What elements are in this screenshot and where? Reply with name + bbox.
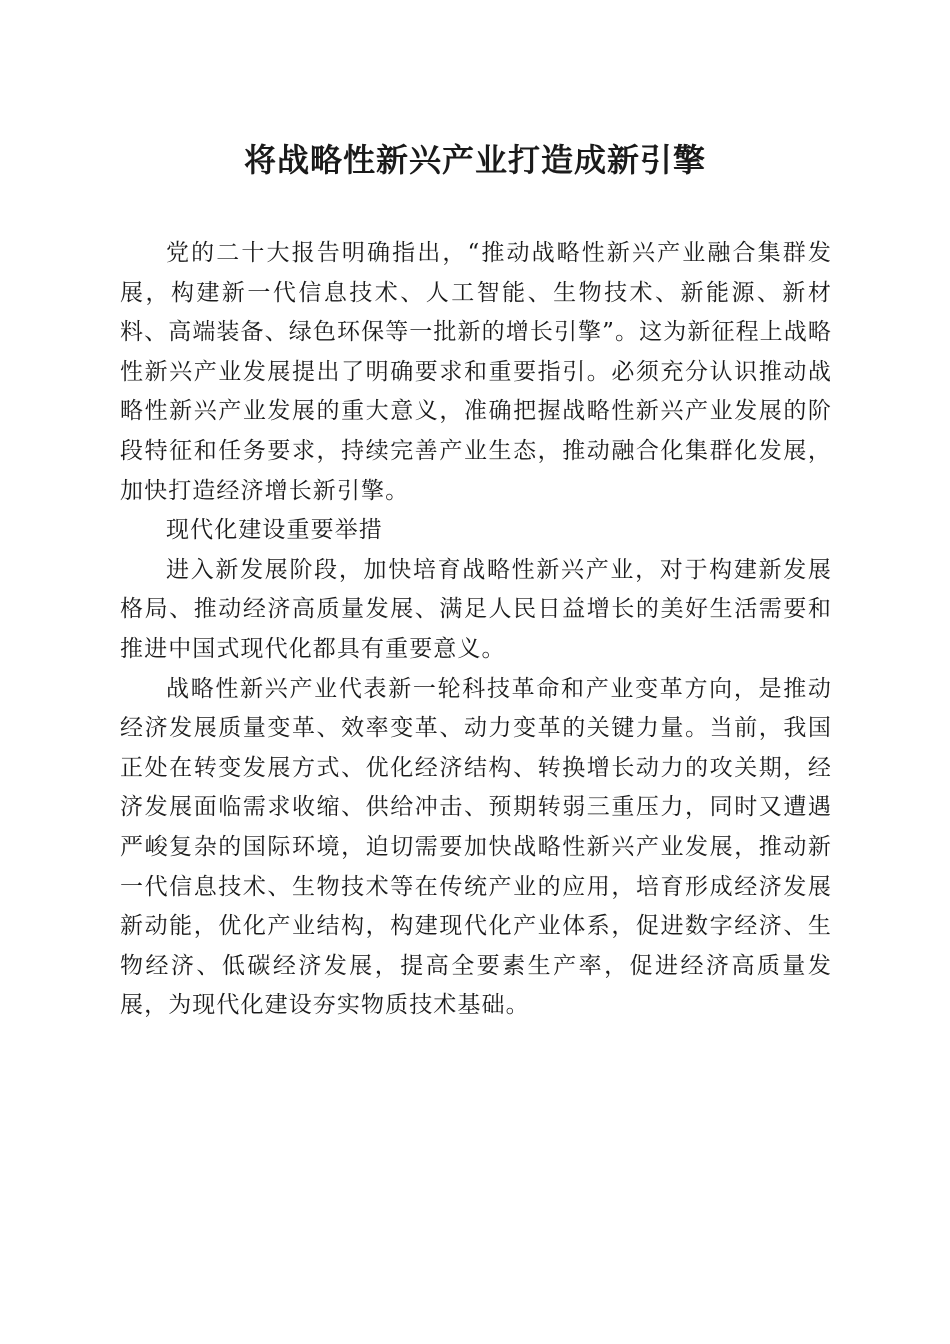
document-body [120, 234, 832, 1026]
paragraph-strategic-industries: 战略性新兴产业代表新一轮科技革命和产业变革方向，是推动经济发展质量变革、效率变革、动力变革的关键力量。当前，我国正处在转变发展方式、优化经济结构、转换增长动力的攻关期，经济发展面临需求收缩、供给冲击、预期转弱三重压力，同时又遭遇严峻复杂的国际环境，迫切需要加快战略性新兴产业发展，推动新一代信息技术、生物技术等在传统产业的应用，培育形成经济发展新动能，优化产业结构，构建现代化产业体系，促进数字经济、生物经济、低碳经济发展，提高全要素生产率，促进经济高质量发展，为现代化建设夯实物质技术基础。 [120, 675, 832, 1019]
paragraph-intro: 党的二十大报告明确指出，“推动战略性新兴产业融合集群发展，构建新一代信息技术、人工智能、生物技术、新能源、新材料、高端装备、绿色环保等一批新的增长引擎”。这为新征程上战略性新兴产业发展提出了明确要求和重要指引。必须充分认识推动战略性新兴产业发展的重大意义，准确把握战略性新兴产业发展的阶段特征和任务要求，持续完善产业生态，推动融合化集群化发展，加快打造经济增长新引擎。 [120, 240, 832, 504]
section-heading: 现代化建设重要举措 [166, 517, 383, 544]
document-title: 将战略性新兴产业打造成新引擎 [243, 141, 706, 179]
paragraph-new-stage: 进入新发展阶段，加快培育战略性新兴产业，对于构建新发展格局、推动经济高质量发展、满足人民日益增长的美好生活需要和推进中国式现代化都具有重要意义。 [120, 556, 832, 662]
